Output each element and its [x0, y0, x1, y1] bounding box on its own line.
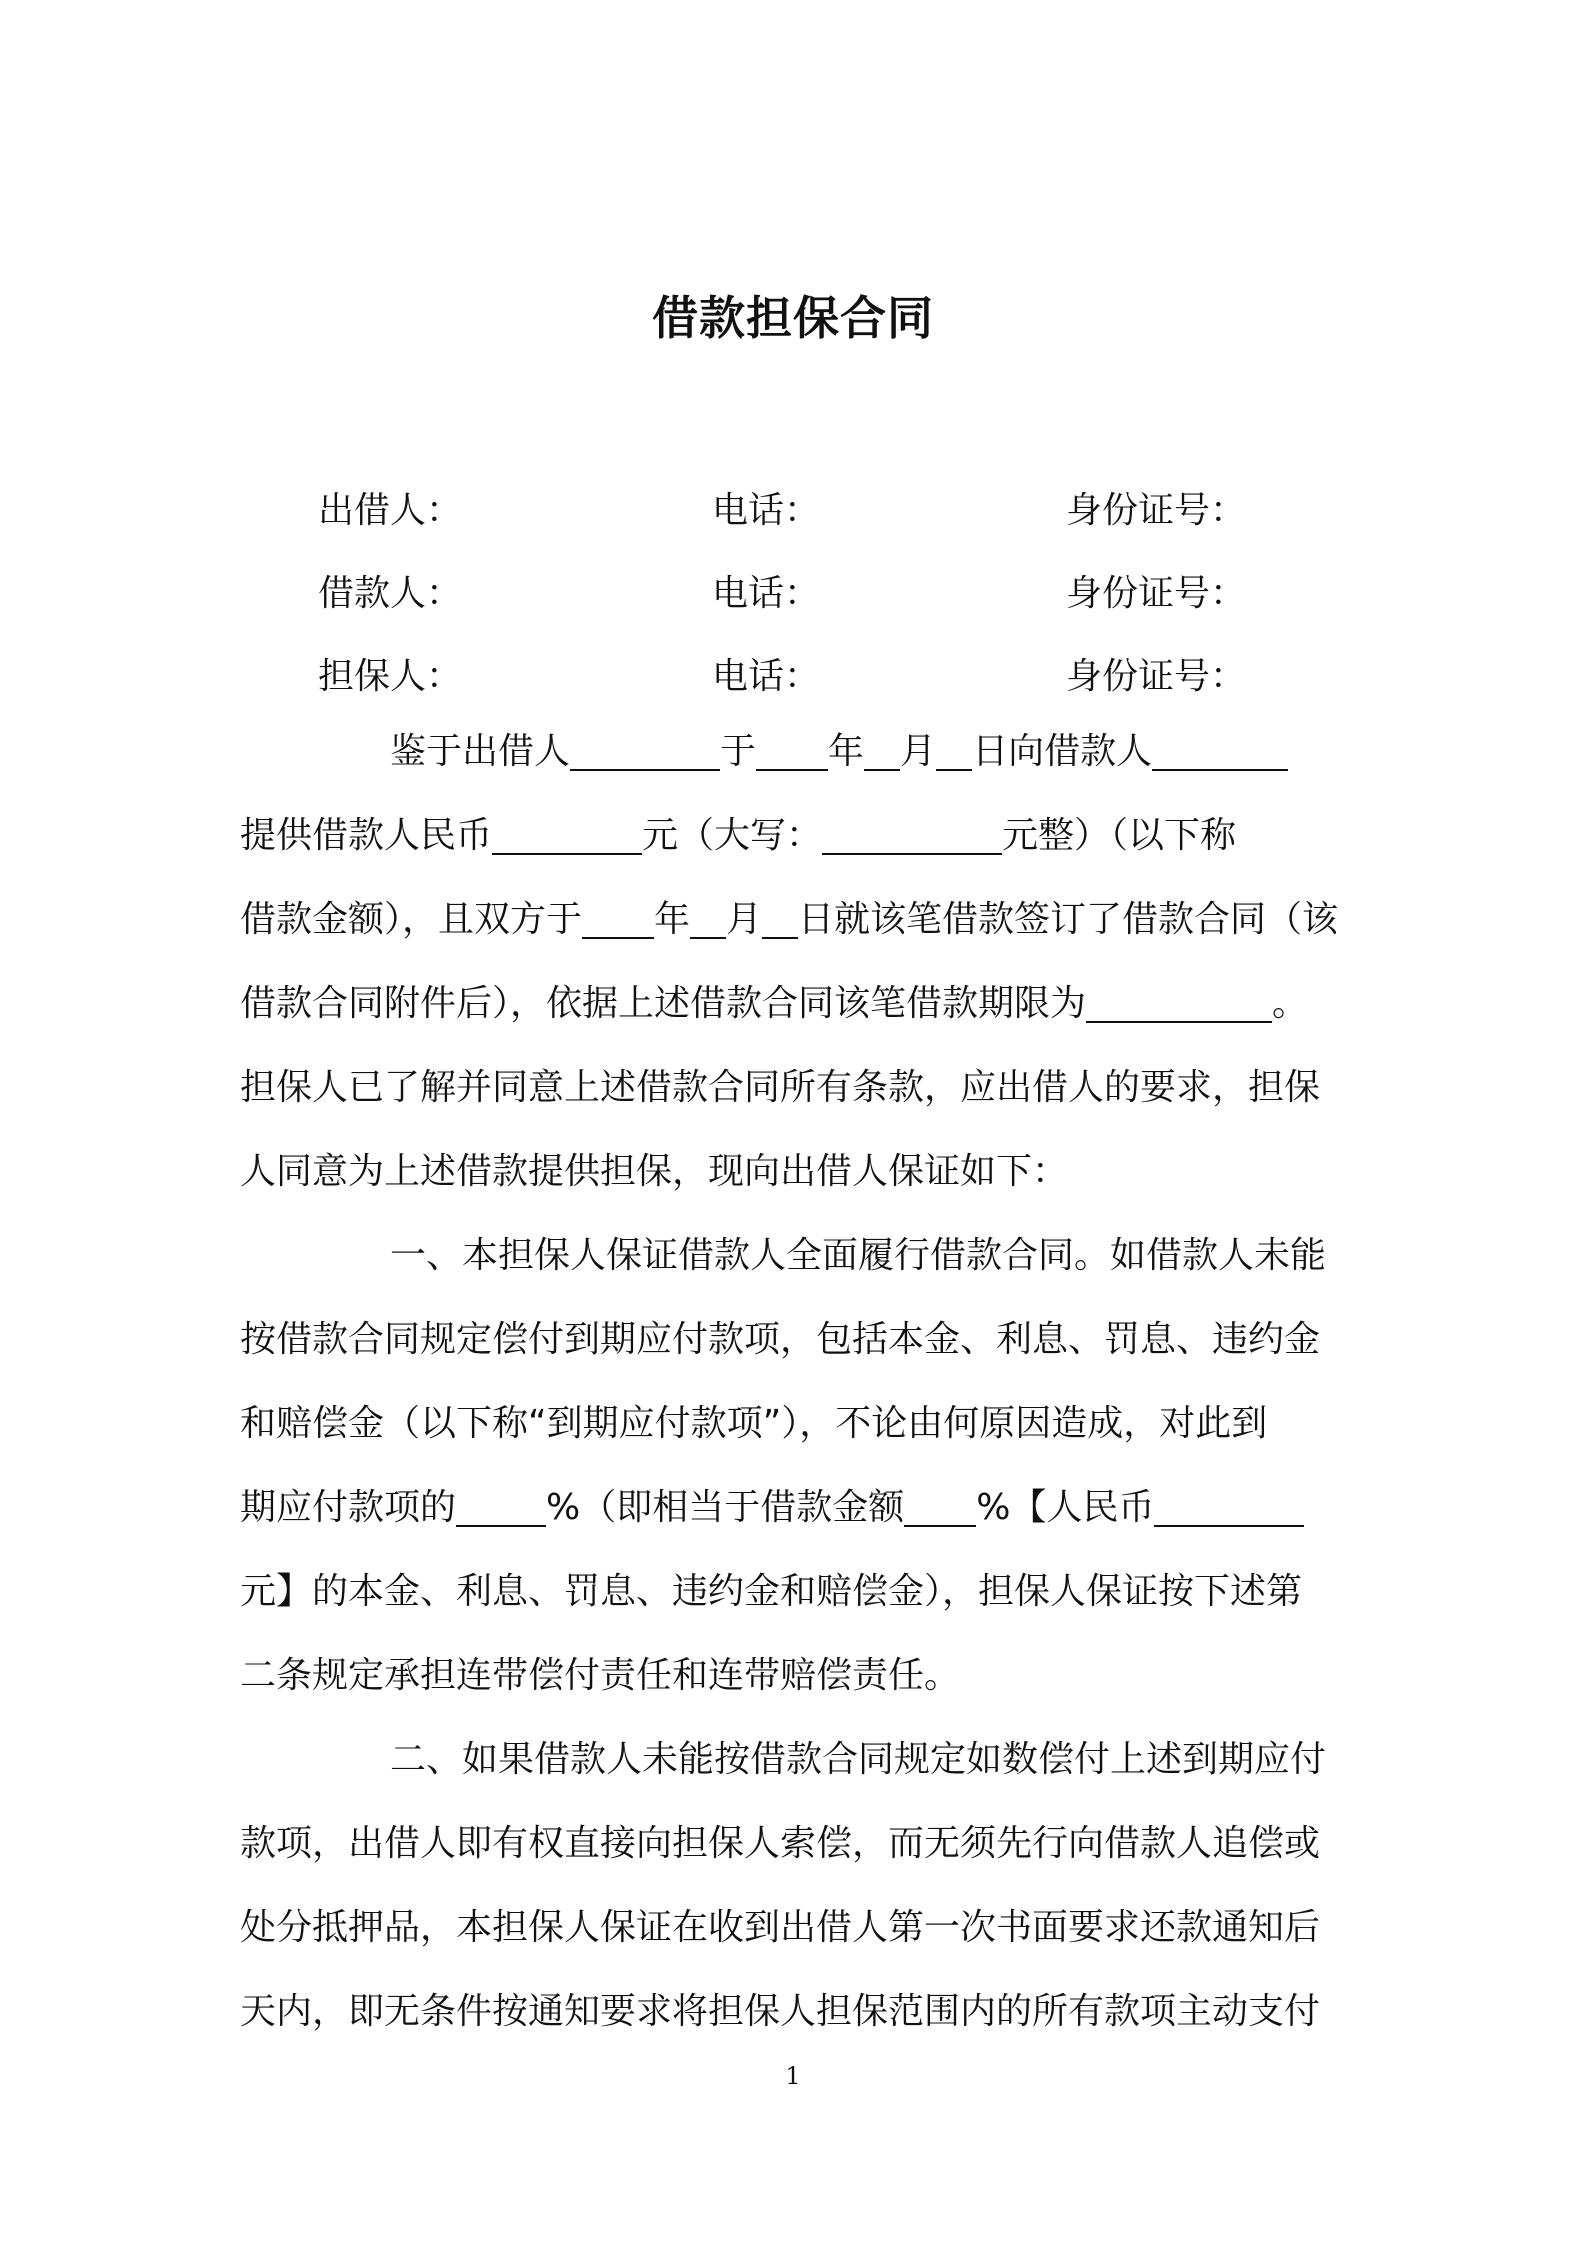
preamble-line-1: [390, 722, 1350, 782]
text-span: 借款金额），且双方于: [240, 899, 583, 940]
clause1-line-6: 二条规定承担连带偿付责任和连带赔偿责任。: [240, 1655, 961, 1696]
blank-day: [936, 729, 972, 771]
text-span: 借款合同附件后），依据上述借款合同该笔借款期限为: [240, 983, 1087, 1024]
clause1-line-3: 和赔偿金（以下称“到期应付款项”），不论由何原因造成，对此到: [240, 1403, 1268, 1444]
clause2-line-4: 天内，即无条件按通知要求将担保人担保范围内的所有款项主动支付: [240, 1991, 1321, 2032]
page-number: 1: [785, 2062, 801, 2090]
blank-percent: [456, 1485, 546, 1527]
text-span: 年: [654, 899, 691, 940]
party-row-lender: [0, 482, 1586, 532]
blank-day: [762, 897, 798, 939]
text-span: 元（大写：: [642, 815, 823, 856]
borrower-phone-label: 电话：: [712, 573, 821, 614]
clause2-line-2: 款项，出借人即有权直接向担保人索偿，而无须先行向借款人追偿或: [240, 1823, 1321, 1864]
clause1-line-4: [240, 1478, 1350, 1538]
text-span: 月: [900, 731, 937, 772]
blank-rmb: [1154, 1485, 1304, 1527]
guarantor-id-label: 身份证号：: [1066, 656, 1247, 697]
blank-amount: [492, 813, 642, 855]
blank-month: [690, 897, 726, 939]
text-span: 日就该笔借款签订了借款合同（该: [798, 899, 1339, 940]
party-row-guarantor: [0, 648, 1586, 698]
preamble-line-3: [240, 890, 1350, 950]
guarantor-phone-label: 电话：: [712, 656, 821, 697]
blank-amount-words: [822, 813, 1002, 855]
page-title: 借款担保合同: [652, 291, 934, 345]
clause2-line-3: 处分抵押品，本担保人保证在收到出借人第一次书面要求还款通知后: [240, 1907, 1321, 1948]
text-span: 。: [1272, 983, 1309, 1024]
party-row-borrower: [0, 565, 1586, 615]
text-span: 元整）（以下称: [1002, 815, 1237, 856]
blank-year: [582, 897, 654, 939]
blank-term: [1086, 981, 1272, 1023]
borrower-label: 借款人：: [318, 573, 463, 614]
guarantor-label: 担保人：: [318, 656, 463, 697]
text-span: 于: [720, 731, 757, 772]
blank-lender-name: [570, 729, 720, 771]
text-span: 鉴于出借人: [390, 731, 571, 772]
text-span: 日向借款人: [972, 731, 1153, 772]
preamble-line-4: [240, 974, 1350, 1034]
lender-phone-label: 电话：: [712, 490, 821, 531]
blank-year: [756, 729, 828, 771]
blank-month: [864, 729, 900, 771]
clause1-line-1: 一、本担保人保证借款人全面履行借款合同。如借款人未能: [390, 1235, 1327, 1276]
text-span: 年: [828, 731, 865, 772]
lender-label: 出借人：: [318, 490, 463, 531]
clause1-line-5: 元】的本金、利息、罚息、违约金和赔偿金），担保人保证按下述第: [240, 1571, 1303, 1612]
text-span: %（即相当于借款金额: [546, 1487, 905, 1528]
borrower-id-label: 身份证号：: [1066, 573, 1247, 614]
clause1-line-2: 按借款合同规定偿付到期应付款项，包括本金、利息、罚息、违约金: [240, 1319, 1321, 1360]
preamble-line-2: [240, 806, 1350, 866]
text-span: 月: [726, 899, 763, 940]
blank-borrower-name: [1152, 729, 1288, 771]
preamble-line-6: 人同意为上述借款提供担保，现向出借人保证如下：: [240, 1151, 1069, 1192]
text-span: %【人民币: [976, 1487, 1155, 1528]
text-span: 期应付款项的: [240, 1487, 457, 1528]
blank-percent-2: [904, 1485, 976, 1527]
preamble-line-5: 担保人已了解并同意上述借款合同所有条款，应出借人的要求，担保: [240, 1067, 1321, 1108]
lender-id-label: 身份证号：: [1066, 490, 1247, 531]
text-span: 提供借款人民币: [240, 815, 493, 856]
clause2-line-1: 二、如果借款人未能按借款合同规定如数偿付上述到期应付: [390, 1739, 1327, 1780]
